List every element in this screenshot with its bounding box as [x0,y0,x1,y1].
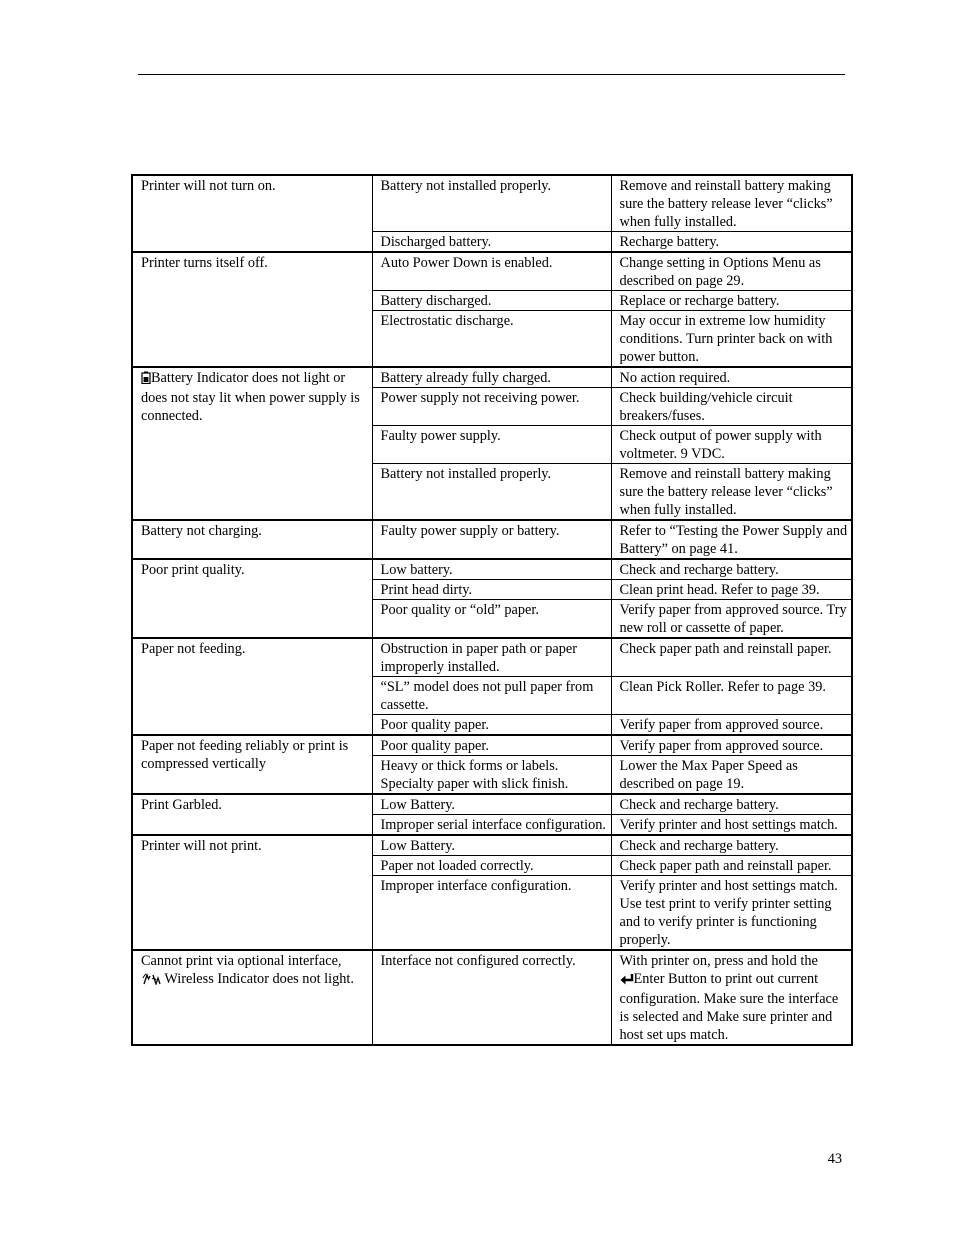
symptom-cell: Printer will not print. [132,835,372,950]
table-row [132,794,852,815]
solution-cell: Check paper path and reinstall paper. [611,638,852,677]
cause-cell: Poor quality paper. [372,735,611,756]
cause-cell: Poor quality or “old” paper. [372,600,611,639]
table-row [132,559,852,580]
solution-cell: Verify paper from approved source. [611,715,852,736]
solution-cell: Check and recharge battery. [611,794,852,815]
solution-text: Enter Button to print out current configuration. Make sure the interface is selected and Make sure printer and host set ups match. [619,971,839,1043]
solution-cell: No action required. [611,367,852,388]
symptom-cell [132,950,372,1045]
solution-cell: Check output of power supply with voltmeter. 9 VDC. [611,426,852,464]
table-row [132,367,852,388]
symptom-cell: Paper not feeding. [132,638,372,735]
symptom-cell: Printer will not turn on. [132,175,372,252]
table-row [132,735,852,756]
enter-arrow-icon [620,972,634,990]
solution-cell: Check building/vehicle circuit breakers/fuses. [611,388,852,426]
solution-cell: Check and recharge battery. [611,559,852,580]
cause-cell: Paper not loaded correctly. [372,856,611,876]
solution-cell: Check and recharge battery. [611,835,852,856]
cause-cell: Battery discharged. [372,291,611,311]
cause-cell: Faulty power supply. [372,426,611,464]
table-row [132,950,852,1045]
cause-cell: Heavy or thick forms or labels. Specialty paper with slick finish. [372,756,611,795]
symptom-cell: Paper not feeding reliably or print is compressed vertically [132,735,372,794]
cause-cell: Electrostatic discharge. [372,311,611,368]
symptom-cell: Battery not charging. [132,520,372,559]
cause-cell: Interface not configured correctly. [372,950,611,1045]
solution-cell: Recharge battery. [611,232,852,253]
page-number: 43 [827,1151,842,1167]
cause-cell: Poor quality paper. [372,715,611,736]
header-rule [138,74,845,75]
table-row [132,252,852,291]
cause-cell: Auto Power Down is enabled. [372,252,611,291]
solution-cell: Verify paper from approved source. Try new roll or cassette of paper. [611,600,852,639]
symptom-cell: Print Garbled. [132,794,372,835]
solution-cell: Clean Pick Roller. Refer to page 39. [611,677,852,715]
solution-cell: Lower the Max Paper Speed as described on page 19. [611,756,852,795]
cause-cell: Low battery. [372,559,611,580]
troubleshooting-table [131,174,853,1046]
solution-text: With printer on, press and hold the [619,953,818,969]
cause-cell: Low Battery. [372,794,611,815]
symptom-cell: Printer turns itself off. [132,252,372,367]
cause-cell: Power supply not receiving power. [372,388,611,426]
table-row [132,175,852,232]
solution-cell: Change setting in Options Menu as described on page 29. [611,252,852,291]
solution-cell: Replace or recharge battery. [611,291,852,311]
solution-cell: Verify printer and host settings match. [611,815,852,836]
solution-cell [611,950,852,1045]
cause-cell: Battery already fully charged. [372,367,611,388]
cause-cell: Discharged battery. [372,232,611,253]
symptom-cell: Poor print quality. [132,559,372,638]
table-row [132,520,852,559]
solution-cell: Verify paper from approved source. [611,735,852,756]
cause-cell: Battery not installed properly. [372,175,611,232]
cause-cell: Print head dirty. [372,580,611,600]
cause-cell: Battery not installed properly. [372,464,611,521]
cause-cell: “SL” model does not pull paper from cassette. [372,677,611,715]
symptom-text: Wireless Indicator does not light. [164,971,354,987]
solution-cell: Remove and reinstall battery making sure the battery release lever “clicks” when fully installed. [611,175,852,232]
cause-cell: Obstruction in paper path or paper improperly installed. [372,638,611,677]
cause-cell: Low Battery. [372,835,611,856]
wireless-icon [141,972,161,990]
solution-cell: Verify printer and host settings match. Use test print to verify printer setting and to verify printer is functioning properly. [611,876,852,951]
solution-cell: Refer to “Testing the Power Supply and Battery” on page 41. [611,520,852,559]
symptom-text: Battery Indicator does not light or does not stay lit when power supply is connected. [141,370,360,424]
solution-cell: Clean print head. Refer to page 39. [611,580,852,600]
cause-cell: Improper serial interface configuration. [372,815,611,836]
table-row [132,835,852,856]
solution-cell: May occur in extreme low humidity conditions. Turn printer back on with power button. [611,311,852,368]
cause-cell: Improper interface configuration. [372,876,611,951]
battery-icon [141,371,151,389]
symptom-cell [132,367,372,520]
solution-cell: Check paper path and reinstall paper. [611,856,852,876]
symptom-text: Cannot print via optional interface, [141,953,342,969]
table-row [132,638,852,677]
cause-cell: Faulty power supply or battery. [372,520,611,559]
solution-cell: Remove and reinstall battery making sure the battery release lever “clicks” when fully installed. [611,464,852,521]
